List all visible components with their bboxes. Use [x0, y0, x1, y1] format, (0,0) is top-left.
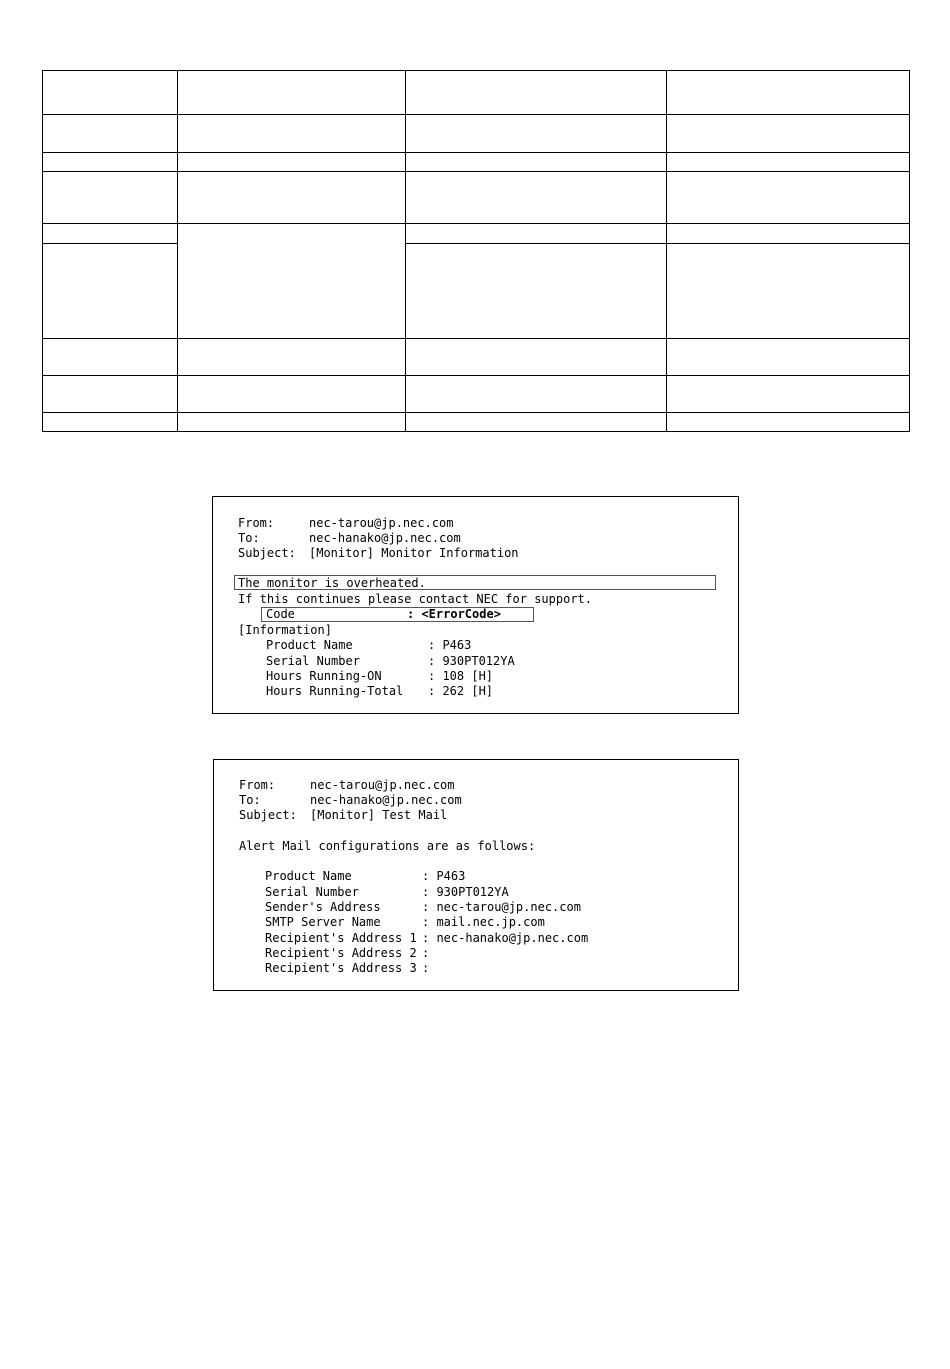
info-row: [266, 684, 493, 699]
info-row: [266, 654, 515, 669]
warning-message: The monitor is overheated.: [234, 575, 716, 590]
info-value: : 108 [H]: [428, 669, 494, 683]
info-value: : P463: [428, 638, 472, 652]
info-value: : 930PT012YA: [428, 654, 515, 668]
table-row: [43, 413, 910, 432]
table-cell: [406, 413, 667, 432]
table-row: [43, 115, 910, 153]
mail-from-line: [238, 516, 454, 531]
table-row: [43, 172, 910, 224]
config-label: Product Name: [265, 869, 352, 883]
table-cell: [43, 339, 178, 376]
subject-label: Subject:: [238, 546, 296, 560]
table-row: [43, 376, 910, 413]
table-cell: [178, 376, 406, 413]
info-label: Hours Running-ON: [266, 669, 382, 683]
table-cell: [178, 71, 406, 115]
mail-to-line: [239, 793, 462, 808]
info-label: Hours Running-Total: [266, 684, 404, 698]
overheat-alert-mail: [212, 496, 739, 714]
table-cell: [43, 224, 178, 244]
table-cell: [406, 224, 667, 244]
from-label: From:: [239, 778, 276, 792]
table-cell: [178, 153, 406, 172]
config-value: : nec-hanako@jp.nec.com: [422, 931, 589, 945]
mail-subject-line: [238, 546, 519, 561]
table-cell: [667, 172, 910, 224]
table-cell: [667, 115, 910, 153]
subject-text: [Monitor] Test Mail: [310, 808, 448, 822]
to-label: To:: [238, 531, 260, 545]
config-label: Sender's Address: [265, 900, 381, 914]
empty-table: [42, 70, 910, 432]
mail-subject-line: [239, 808, 447, 823]
config-label: Recipient's Address 2: [265, 946, 417, 960]
table-cell: [406, 153, 667, 172]
table-cell: [43, 115, 178, 153]
info-row: [266, 669, 493, 684]
contact-message: If this continues please contact NEC for support.: [238, 592, 593, 606]
table-cell: [406, 376, 667, 413]
config-row: [265, 900, 581, 915]
config-value: : 930PT012YA: [422, 885, 509, 899]
info-row: [266, 638, 471, 653]
info-label: Product Name: [266, 638, 353, 652]
info-value: : 262 [H]: [428, 684, 494, 698]
code-label: Code: [266, 607, 295, 621]
table-cell: [43, 153, 178, 172]
mail-to-line: [238, 531, 461, 546]
config-row: [265, 869, 465, 884]
config-label: Serial Number: [265, 885, 359, 899]
table-cell: [667, 413, 910, 432]
test-mail: [213, 759, 739, 991]
config-row: [265, 931, 588, 946]
config-label: Recipient's Address 1: [265, 931, 417, 945]
table-cell: [43, 71, 178, 115]
table-cell: [43, 172, 178, 224]
subject-text: [Monitor] Monitor Information: [309, 546, 519, 560]
table-cell: [178, 115, 406, 153]
config-intro: Alert Mail configurations are as follows:: [239, 839, 536, 853]
table-cell: [667, 153, 910, 172]
from-label: From:: [238, 516, 275, 530]
error-code-value: : <ErrorCode>: [407, 607, 501, 621]
table-row: [43, 153, 910, 172]
table-cell: [178, 172, 406, 224]
information-heading: [Information]: [238, 623, 332, 637]
config-value: : mail.nec.jp.com: [422, 915, 545, 929]
table-cell: [43, 244, 178, 339]
table-cell: [406, 172, 667, 224]
table-cell: [406, 339, 667, 376]
config-label: SMTP Server Name: [265, 915, 381, 929]
config-row: [265, 915, 545, 930]
subject-label: Subject:: [239, 808, 297, 822]
to-address: nec-hanako@jp.nec.com: [309, 531, 461, 545]
info-label: Serial Number: [266, 654, 360, 668]
config-label: Recipient's Address 3: [265, 961, 417, 975]
table-cell: [43, 413, 178, 432]
table-cell: [667, 339, 910, 376]
error-code-line: [261, 607, 534, 622]
table-cell: [406, 71, 667, 115]
table-cell: [667, 244, 910, 339]
config-row: [265, 961, 429, 976]
table-cell: [406, 115, 667, 153]
config-value: : nec-tarou@jp.nec.com: [422, 900, 581, 914]
table-cell: [406, 244, 667, 339]
config-value: :: [422, 961, 430, 975]
table-cell: [178, 413, 406, 432]
table-cell-merged: [178, 224, 406, 339]
config-row: [265, 946, 429, 961]
to-address: nec-hanako@jp.nec.com: [310, 793, 462, 807]
config-value: :: [422, 946, 430, 960]
from-address: nec-tarou@jp.nec.com: [310, 778, 455, 792]
table-cell: [43, 376, 178, 413]
table-cell: [667, 376, 910, 413]
config-row: [265, 885, 509, 900]
table-cell: [667, 71, 910, 115]
table-row: [43, 224, 910, 244]
from-address: nec-tarou@jp.nec.com: [309, 516, 454, 530]
table-row: [43, 339, 910, 376]
mail-from-line: [239, 778, 455, 793]
table-cell: [667, 224, 910, 244]
config-value: : P463: [422, 869, 466, 883]
table-row: [43, 71, 910, 115]
table-cell: [178, 339, 406, 376]
table-row: [43, 244, 910, 339]
to-label: To:: [239, 793, 261, 807]
